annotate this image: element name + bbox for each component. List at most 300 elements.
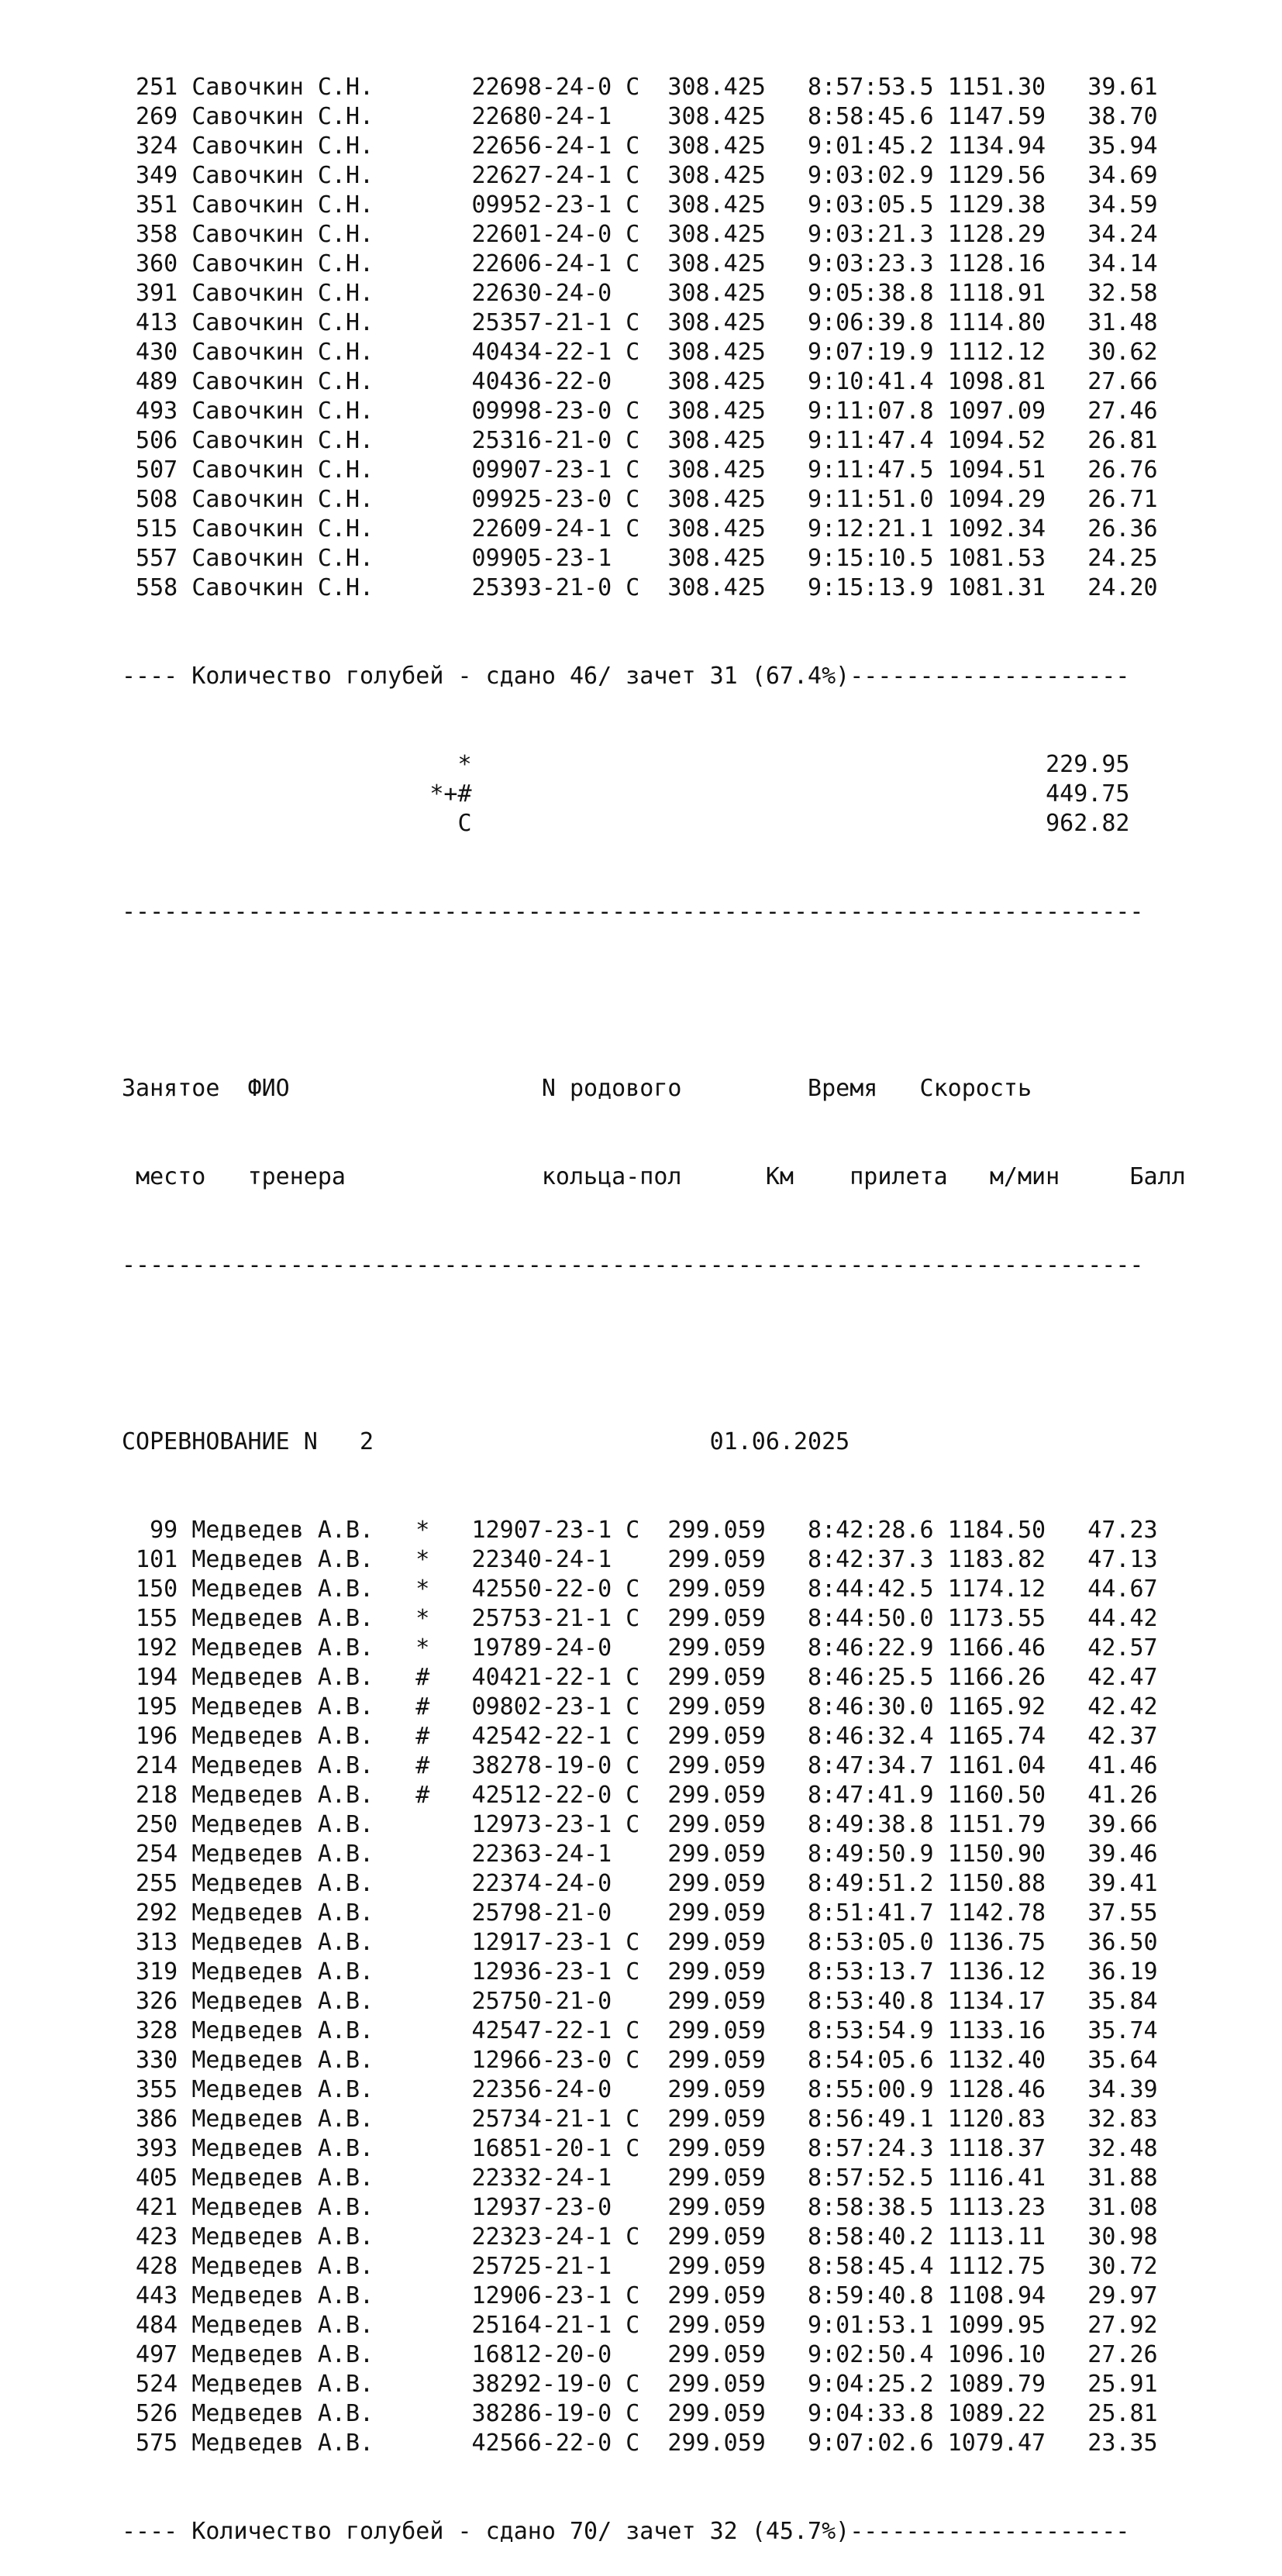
c-flag-cell [625, 545, 639, 572]
trainer-name-cell: Савочкин С.Н. [191, 486, 416, 513]
trainer-name-cell: Медведев А.В. [191, 2194, 416, 2221]
ring-number-cell: 12973-23-1 [471, 1811, 612, 1838]
trainer-name-cell: Медведев А.В. [191, 2017, 416, 2044]
c-flag-cell: C [625, 309, 640, 336]
speed-cell: 1147.59 [947, 103, 1046, 130]
ring-number-cell: 38286-19-0 [471, 2400, 612, 2427]
place-cell: 421 [122, 2194, 178, 2221]
points-cell: 34.59 [1074, 191, 1158, 219]
points-cell: 26.71 [1074, 486, 1158, 513]
distance-cell: 299.059 [667, 1546, 766, 1573]
distance-cell: 299.059 [667, 1841, 766, 1868]
distance-cell: 299.059 [667, 1958, 766, 1985]
ring-number-cell: 12906-23-1 [471, 2282, 612, 2309]
ring-number-cell: 42550-22-0 [471, 1576, 612, 1603]
header-time-2: прилета [849, 1163, 948, 1190]
c-flag-cell: C [625, 2223, 640, 2251]
header-ring: N родового [541, 1075, 682, 1102]
distance-cell: 308.425 [667, 309, 766, 336]
competition-title-line [122, 1427, 1282, 1457]
trainer-name-cell: Медведев А.В. [191, 2341, 416, 2368]
points-cell: 35.84 [1074, 1988, 1158, 2015]
speed-cell: 1129.38 [947, 191, 1046, 219]
place-cell: 507 [122, 456, 178, 484]
result-row [122, 1634, 1282, 1663]
arrival-time-cell: 8:57:53.5 [808, 74, 934, 101]
ring-number-cell: 12936-23-1 [471, 1958, 612, 1985]
trainer-name-cell: Медведев А.В. [191, 2135, 416, 2162]
speed-cell: 1133.16 [947, 2017, 1046, 2044]
trainer-name-cell: Медведев А.В. [191, 1958, 416, 1985]
mark-cell [415, 456, 471, 484]
section-1-totals [122, 750, 1282, 839]
ring-number-cell: 40434-22-1 [471, 339, 612, 366]
place-cell: 358 [122, 221, 178, 248]
ring-number-cell: 19789-24-0 [471, 1634, 612, 1662]
distance-cell: 299.059 [667, 2017, 766, 2044]
place-cell: 526 [122, 2400, 178, 2427]
mark-cell [415, 515, 471, 542]
place-cell: 251 [122, 74, 178, 101]
mark-cell [415, 2076, 471, 2103]
arrival-time-cell: 8:59:40.8 [808, 2282, 934, 2309]
result-row [122, 2164, 1282, 2193]
place-cell: 196 [122, 1723, 178, 1750]
c-flag-cell [625, 1988, 639, 2015]
column-header-line-2 [122, 1162, 1282, 1192]
trainer-name-cell: Савочкин С.Н. [191, 545, 416, 572]
trainer-name-cell: Медведев А.В. [191, 2371, 416, 2398]
distance-cell: 299.059 [667, 1899, 766, 1927]
mark-cell [415, 2253, 471, 2280]
arrival-time-cell: 8:47:34.7 [808, 1752, 934, 1779]
result-row [122, 485, 1282, 515]
result-row [122, 515, 1282, 544]
result-row [122, 1663, 1282, 1693]
speed-cell: 1134.94 [947, 133, 1046, 160]
arrival-time-cell: 9:15:13.9 [808, 574, 934, 601]
mark-cell: # [415, 1664, 472, 1691]
header-time: Время [808, 1075, 878, 1102]
points-cell: 47.23 [1074, 1517, 1158, 1544]
c-flag-cell: C [625, 2017, 640, 2044]
speed-cell: 1129.56 [947, 162, 1046, 189]
points-cell: 24.20 [1074, 574, 1158, 601]
competition-title: СОРЕВНОВАНИЕ N 2 [122, 1428, 374, 1455]
result-row [122, 1840, 1282, 1869]
distance-cell: 299.059 [667, 2341, 766, 2368]
c-flag-cell: C [625, 1958, 640, 1985]
points-cell: 39.66 [1074, 1811, 1158, 1838]
mark-cell [415, 191, 471, 219]
place-cell: 413 [122, 309, 178, 336]
place-cell: 319 [122, 1958, 178, 1985]
c-flag-cell: C [625, 162, 640, 189]
separator-header: ------------------------------------------------------------------------- [122, 1252, 1144, 1279]
ring-number-cell: 40421-22-1 [471, 1664, 612, 1691]
mark-cell [415, 1958, 471, 1985]
c-flag-cell [625, 2253, 639, 2280]
points-cell: 32.58 [1074, 280, 1158, 307]
c-flag-cell: C [625, 133, 640, 160]
result-row [122, 308, 1282, 338]
points-cell: 34.69 [1074, 162, 1158, 189]
place-cell: 423 [122, 2223, 178, 2251]
mark-cell [415, 2312, 471, 2339]
distance-cell: 308.425 [667, 368, 766, 395]
ring-number-cell: 22609-24-1 [471, 515, 612, 542]
points-cell: 31.88 [1074, 2164, 1158, 2192]
ring-number-cell: 22630-24-0 [471, 280, 612, 307]
c-flag-cell: C [625, 339, 640, 366]
ring-number-cell: 22332-24-1 [471, 2164, 612, 2192]
column-header-line-1 [122, 1074, 1282, 1104]
arrival-time-cell: 9:15:10.5 [808, 545, 934, 572]
c-flag-cell: C [625, 191, 640, 219]
speed-cell: 1150.90 [947, 1841, 1046, 1868]
distance-cell: 299.059 [667, 2400, 766, 2427]
distance-cell: 299.059 [667, 1634, 766, 1662]
ring-number-cell: 22680-24-1 [471, 103, 612, 130]
points-cell: 44.67 [1074, 1576, 1158, 1603]
subtotal-row [122, 780, 1282, 809]
points-cell: 35.64 [1074, 2047, 1158, 2074]
trainer-name-cell: Савочкин С.Н. [191, 368, 416, 395]
ring-number-cell: 42542-22-1 [471, 1723, 612, 1750]
speed-cell: 1134.17 [947, 1988, 1046, 2015]
c-flag-cell [625, 1899, 639, 1927]
ring-number-cell: 42566-22-0 [471, 2430, 612, 2457]
distance-cell: 308.425 [667, 398, 766, 425]
ring-number-cell: 25750-21-0 [471, 1988, 612, 2015]
place-cell: 99 [122, 1517, 178, 1544]
speed-cell: 1136.12 [947, 1958, 1046, 1985]
result-row [122, 1516, 1282, 1545]
result-row [122, 220, 1282, 250]
trainer-name-cell: Медведев А.В. [191, 1693, 416, 1720]
place-cell: 351 [122, 191, 178, 219]
c-flag-cell: C [625, 1929, 640, 1956]
points-cell: 39.61 [1074, 74, 1158, 101]
arrival-time-cell: 9:12:21.1 [808, 515, 934, 542]
mark-cell [415, 1988, 471, 2015]
distance-cell: 299.059 [667, 1723, 766, 1750]
c-flag-cell: C [625, 2047, 640, 2074]
subtotal-label: C [457, 810, 472, 837]
mark-cell [415, 1929, 471, 1956]
arrival-time-cell: 9:03:23.3 [808, 250, 934, 277]
mark-cell [415, 2223, 471, 2251]
arrival-time-cell: 8:47:41.9 [808, 1782, 934, 1809]
mark-cell [415, 2430, 471, 2457]
speed-cell: 1128.16 [947, 250, 1046, 277]
result-row [122, 161, 1282, 191]
points-cell: 27.92 [1074, 2312, 1158, 2339]
speed-cell: 1089.79 [947, 2371, 1046, 2398]
trainer-name-cell: Медведев А.В. [191, 2312, 416, 2339]
mark-cell [415, 2106, 471, 2133]
speed-cell: 1113.11 [947, 2223, 1046, 2251]
speed-cell: 1150.88 [947, 1870, 1046, 1897]
ring-number-cell: 12917-23-1 [471, 1929, 612, 1956]
place-cell: 328 [122, 2017, 178, 2044]
result-row [122, 250, 1282, 279]
ring-number-cell: 25753-21-1 [471, 1605, 612, 1632]
mark-cell [415, 1870, 471, 1897]
speed-cell: 1128.29 [947, 221, 1046, 248]
points-cell: 31.08 [1074, 2194, 1158, 2221]
speed-cell: 1118.91 [947, 280, 1046, 307]
distance-cell: 308.425 [667, 515, 766, 542]
results-printout [122, 0, 1282, 2576]
points-cell: 42.57 [1074, 1634, 1158, 1662]
c-flag-cell [625, 103, 639, 130]
ring-number-cell: 22656-24-1 [471, 133, 612, 160]
result-row [122, 367, 1282, 397]
arrival-time-cell: 8:53:40.8 [808, 1988, 934, 2015]
result-row [122, 2370, 1282, 2399]
mark-cell: # [415, 1782, 472, 1809]
arrival-time-cell: 8:46:22.9 [808, 1634, 934, 1662]
subtotal-label: * [457, 751, 472, 778]
mark-cell [415, 545, 471, 572]
points-cell: 39.46 [1074, 1841, 1158, 1868]
c-flag-cell [625, 1546, 639, 1573]
place-cell: 405 [122, 2164, 178, 2192]
mark-cell [415, 2194, 471, 2221]
points-cell: 39.41 [1074, 1870, 1158, 1897]
mark-cell [415, 250, 471, 277]
trainer-name-cell: Савочкин С.Н. [191, 221, 416, 248]
trainer-name-cell: Савочкин С.Н. [191, 515, 416, 542]
speed-cell: 1118.37 [947, 2135, 1046, 2162]
ring-number-cell: 09952-23-1 [471, 191, 612, 219]
trainer-name-cell: Савочкин С.Н. [191, 162, 416, 189]
c-flag-cell: C [625, 1664, 640, 1691]
trainer-name-cell: Медведев А.В. [191, 1723, 416, 1750]
subtotal-value: 449.75 [1046, 780, 1130, 808]
mark-cell [415, 133, 471, 160]
c-flag-cell: C [625, 221, 640, 248]
mark-cell [415, 339, 471, 366]
result-row [122, 1987, 1282, 2016]
distance-cell: 299.059 [667, 2430, 766, 2457]
points-cell: 27.26 [1074, 2341, 1158, 2368]
trainer-name-cell: Савочкин С.Н. [191, 280, 416, 307]
result-row [122, 132, 1282, 161]
distance-cell: 308.425 [667, 339, 766, 366]
place-cell: 326 [122, 1988, 178, 2015]
points-cell: 32.48 [1074, 2135, 1158, 2162]
result-row [122, 1722, 1282, 1751]
result-row [122, 2134, 1282, 2164]
trainer-name-cell: Медведев А.В. [191, 1517, 416, 1544]
place-cell: 250 [122, 1811, 178, 1838]
distance-cell: 299.059 [667, 1929, 766, 1956]
arrival-time-cell: 9:11:07.8 [808, 398, 934, 425]
mark-cell [415, 2047, 471, 2074]
result-row [122, 397, 1282, 426]
speed-cell: 1132.40 [947, 2047, 1046, 2074]
result-row [122, 2046, 1282, 2075]
distance-cell: 299.059 [667, 2106, 766, 2133]
ring-number-cell: 38278-19-0 [471, 1752, 612, 1779]
result-row [122, 2399, 1282, 2429]
c-flag-cell [625, 2164, 639, 2192]
c-flag-cell: C [625, 2282, 640, 2309]
c-flag-cell: C [625, 515, 640, 542]
arrival-time-cell: 8:55:00.9 [808, 2076, 934, 2103]
ring-number-cell: 38292-19-0 [471, 2371, 612, 2398]
distance-cell: 308.425 [667, 427, 766, 454]
arrival-time-cell: 8:53:05.0 [808, 1929, 934, 1956]
distance-cell: 299.059 [667, 1811, 766, 1838]
mark-cell [415, 2282, 471, 2309]
c-flag-cell: C [625, 2400, 640, 2427]
speed-cell: 1184.50 [947, 1517, 1046, 1544]
trainer-name-cell: Савочкин С.Н. [191, 398, 416, 425]
subtotal-label: *+# [429, 780, 472, 808]
arrival-time-cell: 9:11:47.5 [808, 456, 934, 484]
c-flag-cell: C [625, 2312, 640, 2339]
arrival-time-cell: 8:49:50.9 [808, 1841, 934, 1868]
speed-cell: 1094.29 [947, 486, 1046, 513]
c-flag-cell [625, 1841, 639, 1868]
place-cell: 443 [122, 2282, 178, 2309]
arrival-time-cell: 9:07:19.9 [808, 339, 934, 366]
mark-cell [415, 1841, 471, 1868]
c-flag-cell: C [625, 250, 640, 277]
trainer-name-cell: Медведев А.В. [191, 1929, 416, 1956]
mark-cell [415, 486, 471, 513]
result-row [122, 73, 1282, 102]
mark-cell [415, 574, 471, 601]
points-cell: 44.42 [1074, 1605, 1158, 1632]
place-cell: 497 [122, 2341, 178, 2368]
mark-cell [415, 221, 471, 248]
result-row [122, 1604, 1282, 1634]
header-speed: Скорость [919, 1075, 1032, 1102]
result-row [122, 1751, 1282, 1781]
place-cell: 214 [122, 1752, 178, 1779]
distance-cell: 299.059 [667, 1605, 766, 1632]
points-cell: 26.36 [1074, 515, 1158, 542]
header-points: Балл [1129, 1163, 1186, 1190]
arrival-time-cell: 8:42:37.3 [808, 1546, 934, 1573]
points-cell: 35.74 [1074, 2017, 1158, 2044]
c-flag-cell: C [625, 486, 640, 513]
ring-number-cell: 22627-24-1 [471, 162, 612, 189]
place-cell: 218 [122, 1782, 178, 1809]
trainer-name-cell: Медведев А.В. [191, 2164, 416, 2192]
place-cell: 255 [122, 1870, 178, 1897]
mark-cell [415, 2400, 471, 2427]
distance-cell: 299.059 [667, 1752, 766, 1779]
trainer-name-cell: Медведев А.В. [191, 1546, 416, 1573]
place-cell: 101 [122, 1546, 178, 1573]
subtotal-row [122, 750, 1282, 780]
points-cell: 29.97 [1074, 2282, 1158, 2309]
arrival-time-cell: 8:56:49.1 [808, 2106, 934, 2133]
c-flag-cell: C [625, 2371, 640, 2398]
distance-cell: 308.425 [667, 545, 766, 572]
place-cell: 391 [122, 280, 178, 307]
ring-number-cell: 12937-23-0 [471, 2194, 612, 2221]
ring-number-cell: 25316-21-0 [471, 427, 612, 454]
arrival-time-cell: 9:04:33.8 [808, 2400, 934, 2427]
trainer-name-cell: Савочкин С.Н. [191, 427, 416, 454]
subtotal-value: 229.95 [1046, 751, 1130, 778]
trainer-name-cell: Медведев А.В. [191, 2047, 416, 2074]
arrival-time-cell: 9:02:50.4 [808, 2341, 934, 2368]
place-cell: 506 [122, 427, 178, 454]
speed-cell: 1120.83 [947, 2106, 1046, 2133]
speed-cell: 1174.12 [947, 1576, 1046, 1603]
section-2-summary: ---- Количество голубей - сдано 70/ зачет 32 (45.7%)-------------------- [122, 2518, 1130, 2545]
arrival-time-cell: 8:49:38.8 [808, 1811, 934, 1838]
distance-cell: 299.059 [667, 1576, 766, 1603]
distance-cell: 308.425 [667, 280, 766, 307]
trainer-name-cell: Савочкин С.Н. [191, 309, 416, 336]
distance-cell: 299.059 [667, 2076, 766, 2103]
speed-cell: 1096.10 [947, 2341, 1046, 2368]
mark-cell [415, 2135, 471, 2162]
mark-cell: * [415, 1546, 472, 1573]
arrival-time-cell: 8:44:42.5 [808, 1576, 934, 1603]
speed-cell: 1097.09 [947, 398, 1046, 425]
place-cell: 508 [122, 486, 178, 513]
points-cell: 34.24 [1074, 221, 1158, 248]
place-cell: 386 [122, 2106, 178, 2133]
trainer-name-cell: Медведев А.В. [191, 2430, 416, 2457]
ring-number-cell: 25393-21-0 [471, 574, 612, 601]
mark-cell [415, 2341, 471, 2368]
speed-cell: 1108.94 [947, 2282, 1046, 2309]
distance-cell: 308.425 [667, 74, 766, 101]
place-cell: 430 [122, 339, 178, 366]
result-row [122, 2340, 1282, 2370]
place-cell: 493 [122, 398, 178, 425]
c-flag-cell: C [625, 1605, 640, 1632]
c-flag-cell: C [625, 1576, 640, 1603]
ring-number-cell: 22606-24-1 [471, 250, 612, 277]
arrival-time-cell: 9:03:05.5 [808, 191, 934, 219]
result-row [122, 456, 1282, 485]
c-flag-cell [625, 280, 639, 307]
place-cell: 355 [122, 2076, 178, 2103]
trainer-name-cell: Савочкин С.Н. [191, 339, 416, 366]
distance-cell: 308.425 [667, 486, 766, 513]
separator-top: ------------------------------------------------------------------------- [122, 898, 1144, 925]
place-cell: 524 [122, 2371, 178, 2398]
mark-cell [415, 427, 471, 454]
trainer-name-cell: Савочкин С.Н. [191, 574, 416, 601]
ring-number-cell: 25164-21-1 [471, 2312, 612, 2339]
distance-cell: 299.059 [667, 2312, 766, 2339]
place-cell: 150 [122, 1576, 178, 1603]
header-speed-2: м/мин [989, 1163, 1060, 1190]
result-row [122, 544, 1282, 573]
arrival-time-cell: 8:54:05.6 [808, 2047, 934, 2074]
distance-cell: 299.059 [667, 1693, 766, 1720]
header-trainer: тренера [247, 1163, 346, 1190]
mark-cell [415, 162, 471, 189]
arrival-time-cell: 8:57:24.3 [808, 2135, 934, 2162]
speed-cell: 1183.82 [947, 1546, 1046, 1573]
c-flag-cell: C [625, 2135, 640, 2162]
trainer-name-cell: Савочкин С.Н. [191, 191, 416, 219]
speed-cell: 1136.75 [947, 1929, 1046, 1956]
